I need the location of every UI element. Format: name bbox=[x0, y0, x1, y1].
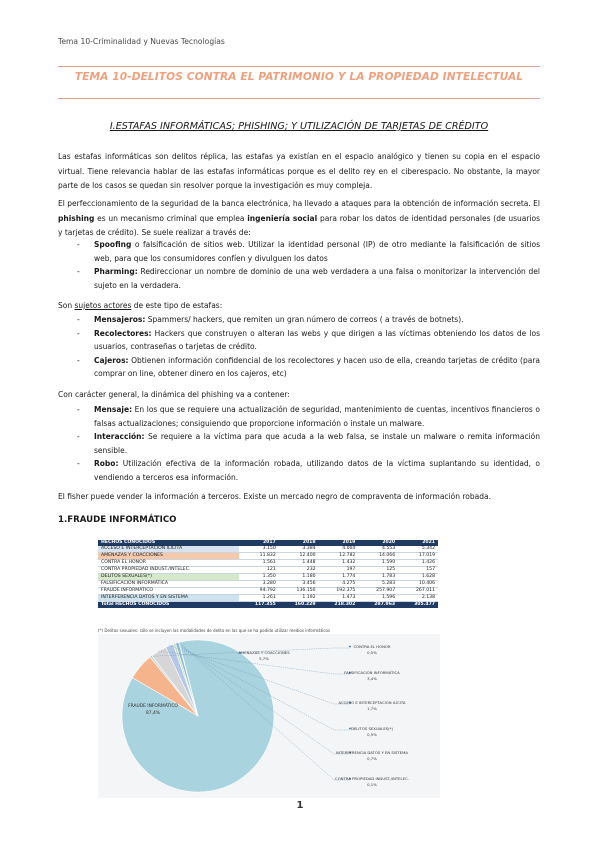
list-text: o falsificación de sitios web. Utilizar la identidad personal (IP) de otro mediante la falsificación de sitios web, para que los consumidores confíen y divulguen los datos bbox=[94, 240, 540, 263]
list-text: Utilización efectiva de la información robada, utilizando datos de la víctima suplantando su identidad, o vendiendo a terceros esa información. bbox=[94, 459, 540, 482]
table-row bbox=[98, 574, 438, 581]
list-item: - Mensaje: En los que se requiere una actualización de seguridad, mantenimiento de cuentas, incentivos financieros o falsas actualizaciones; consiguiendo que proporcione información o instale un malware. bbox=[77, 405, 540, 428]
list-item: - Cajeros: Obtienen información confidencial de los recolectores y hacen uso de ella, creando tarjetas de crédito (para comprar on line, obtener dinero en los cajeros, etc) bbox=[77, 355, 540, 379]
cell: 160.229 bbox=[279, 602, 319, 609]
cell: 3.280 bbox=[239, 581, 279, 588]
row-label: FRAUDE INFORMÁTICO bbox=[98, 588, 239, 595]
cell: 17.019 bbox=[398, 553, 438, 560]
section-subtitle: I.ESTAFAS INFORMÁTICAS; PHISHING; Y UTILIZACIÓN DE TARJETAS DE CRÉDITO bbox=[109, 121, 489, 132]
cell: 232 bbox=[279, 567, 319, 574]
cell: Total HECHOS CONOCIDOS bbox=[98, 602, 239, 609]
slice-label: FALSIFICACIÓN INFORMÁTICA bbox=[344, 670, 400, 675]
row-label: DELITOS SEXUALES(*) bbox=[98, 574, 239, 581]
text: para robar los datos de identidad personales (de usuarios y tarjetas de crédito). Se suele realizar a través de: bbox=[58, 213, 540, 237]
col-header: 2021 bbox=[398, 540, 438, 546]
list-term: Spoofing bbox=[94, 240, 132, 249]
cell: 157 bbox=[398, 567, 438, 574]
cell: 1.473 bbox=[319, 595, 359, 602]
cell: 4.004 bbox=[319, 546, 359, 553]
slice-value: 3,4% bbox=[367, 676, 377, 681]
list-item: - Robo: Utilización efectiva de la información robada, utilizando datos de la víctima suplantando su identidad, o vendiendo a terceros esa información. bbox=[77, 459, 540, 482]
cell: 218.302 bbox=[319, 602, 359, 609]
cell: 1.350 bbox=[239, 574, 279, 581]
cell: 1.590 bbox=[358, 560, 398, 567]
slice-value: 0,7% bbox=[367, 756, 377, 761]
cell: 12.400 bbox=[279, 553, 319, 560]
cell: 12.782 bbox=[319, 553, 359, 560]
cell: 5.283 bbox=[358, 581, 398, 588]
cell: 287.963 bbox=[358, 602, 398, 609]
cell: 257.907 bbox=[358, 588, 398, 595]
slice-value: 1,7% bbox=[367, 706, 377, 711]
cell: 1.596 bbox=[358, 595, 398, 602]
section-heading: 1.FRAUDE INFORMÁTICO bbox=[58, 515, 177, 525]
table-total-row bbox=[98, 602, 438, 609]
cell: 11.832 bbox=[239, 553, 279, 560]
slice-label: CONTRA EL HONOR bbox=[353, 644, 391, 649]
slice-label: FRAUDE INFORMÁTICO bbox=[128, 704, 178, 709]
list-term: Mensajeros: bbox=[94, 315, 146, 324]
list-text: Spammers/ hackers, que remiten un gran número de correos ( a través de botnets). bbox=[145, 315, 464, 324]
row-label: FALSIFICACIÓN INFORMÁTICA bbox=[98, 581, 239, 588]
term-social-engineering: ingeniería social bbox=[247, 213, 318, 223]
list-term: Recolectores: bbox=[94, 328, 152, 338]
list-item: - Pharming: Redireccionar un nombre de dominio de una web verdadera a una falsa o monitorizar la intervención del sujeto en la verdadera. bbox=[77, 267, 540, 290]
cell: 1.561 bbox=[239, 560, 279, 567]
list-text: Obtienen información confidencial de los recolectores y hacen uso de ella, creando tarjetas de crédito (para comprar on line, obtener dinero en los cajeros, etc) bbox=[94, 355, 540, 379]
table-row bbox=[98, 588, 438, 595]
pie-slices bbox=[122, 640, 274, 792]
table-row bbox=[98, 546, 438, 553]
list-term: Cajeros: bbox=[94, 355, 129, 365]
cell: 1.774 bbox=[319, 574, 359, 581]
list-item: - Recolectores: Hackers que construyen o alteran las webs y que dirigen a las víctimas obteniendo los datos de los usuarios, contraseñas o tarjetas de crédito. bbox=[77, 328, 540, 352]
text: Son bbox=[58, 301, 75, 310]
col-header: HECHOS CONOCIDOS bbox=[98, 540, 239, 546]
table-row bbox=[98, 567, 438, 574]
col-header: 2019 bbox=[319, 540, 359, 546]
cell: 2.138 bbox=[398, 595, 438, 602]
text: de este tipo de estafas: bbox=[131, 301, 223, 310]
list-actors bbox=[58, 313, 540, 381]
list-text: Hackers que construyen o alteran las webs y que dirigen a las víctimas obteniendo los datos de los usuarios, contraseñas o tarjetas de crédito. bbox=[94, 328, 540, 352]
cell: 3.150 bbox=[239, 546, 279, 553]
table-row bbox=[98, 553, 438, 560]
slice-label: INTERFERENCIA DATOS Y EN SISTEMA bbox=[336, 750, 408, 755]
slice-label: CONTRA PROPIEDAD INDUST./INTELEC. bbox=[335, 776, 409, 781]
table-row bbox=[98, 581, 438, 588]
cell: 4.275 bbox=[319, 581, 359, 588]
row-label: CONTRA EL HONOR bbox=[98, 560, 239, 567]
slice-label: ACCESO E INTERCEPTACIÓN ILÍCITA bbox=[338, 700, 406, 705]
title-rule-top bbox=[58, 66, 540, 67]
col-header: 2020 bbox=[358, 540, 398, 546]
crime-table bbox=[98, 540, 438, 608]
list-term: Mensaje: bbox=[94, 405, 133, 414]
list-item: - Spoofing o falsificación de sitios web. Utilizar la identidad personal (IP) de otro mediante la falsificación de sitios web, para que los consumidores confíen y divulguen los datos bbox=[77, 240, 540, 263]
cell: 14.066 bbox=[358, 553, 398, 560]
cell: 197 bbox=[319, 567, 359, 574]
text: El perfeccionamiento de la seguridad de la banca electrónica, ha llevado a ataques para la obtención de información secreta. El bbox=[58, 199, 540, 208]
paragraph-phishing bbox=[58, 197, 540, 241]
cell: 1.783 bbox=[358, 574, 398, 581]
pie-chart bbox=[98, 634, 440, 798]
title-rule-bottom bbox=[58, 98, 540, 99]
slice-value: 0,5% bbox=[367, 650, 377, 655]
slice-value: 5,7% bbox=[259, 656, 269, 661]
cell: 3.456 bbox=[279, 581, 319, 588]
running-header: Tema 10-Criminalidad y Nuevas Tecnologías bbox=[58, 37, 225, 46]
list-term: Robo: bbox=[94, 459, 119, 469]
paragraph-dynamics: Con carácter general, la dinámica del phishing va a contener: bbox=[58, 390, 290, 399]
cell: 1.628 bbox=[398, 574, 438, 581]
leader-dot bbox=[349, 646, 351, 648]
slice-value: 87,4% bbox=[146, 711, 160, 716]
cell: 1.432 bbox=[319, 560, 359, 567]
list-item: - Mensajeros: Spammers/ hackers, que remiten un gran número de correos ( a través de botnets). bbox=[77, 315, 464, 324]
cell: 94.792 bbox=[239, 588, 279, 595]
cell: 1.180 bbox=[279, 574, 319, 581]
row-label: ACCESO E INTERCEPTACIÓN ILÍCITA bbox=[98, 546, 239, 553]
cell: 121 bbox=[239, 567, 279, 574]
list-techniques bbox=[58, 238, 540, 292]
list-dynamics bbox=[58, 403, 540, 485]
paragraph-fisher: El fisher puede vender la información a terceros. Existe un mercado negro de compraventa de información robada. bbox=[58, 492, 491, 501]
cell: 5.342 bbox=[398, 546, 438, 553]
row-label: INTERFERENCIA DATOS Y EN SISTEMA bbox=[98, 595, 239, 602]
list-text: En los que se requiere una actualización de seguridad, mantenimiento de cuentas, incentivos financieros o falsas actualizaciones; consiguiendo que proporcione información o instale un malware. bbox=[94, 405, 540, 428]
cell: 1.448 bbox=[279, 560, 319, 567]
paragraph-actors bbox=[58, 299, 540, 314]
cell: 1.192 bbox=[279, 595, 319, 602]
cell: 192.375 bbox=[319, 588, 359, 595]
slice-label: DELITOS SEXUALES(*) bbox=[350, 726, 394, 731]
slice-value: 0,1% bbox=[367, 782, 377, 787]
list-item: - Interacción: Se requiere a la víctima para que acuda a la web falsa, se instale un malware o remita información sensible. bbox=[77, 432, 540, 455]
page-number: 1 bbox=[296, 800, 304, 811]
slice-label: AMENAZAS Y COACCIONES bbox=[238, 650, 290, 655]
cell: 267.011 bbox=[398, 588, 438, 595]
cell: 3.384 bbox=[279, 546, 319, 553]
table-note: (*) Delitos sexuales: sólo se incluyen las modalidades de delito en las que se ha podido utilizar medios informáticos bbox=[98, 628, 331, 633]
list-text: Redireccionar un nombre de dominio de una web verdadera a una falsa o monitorizar la intervención del sujeto en la verdadera. bbox=[94, 267, 540, 290]
cell: 125 bbox=[358, 567, 398, 574]
cell: 136.150 bbox=[279, 588, 319, 595]
col-header: 2018 bbox=[279, 540, 319, 546]
slice-value: 0,5% bbox=[367, 732, 377, 737]
cell: 117.355 bbox=[239, 602, 279, 609]
term-actors: sujetos actores bbox=[74, 301, 132, 310]
paragraph-intro: Las estafas informáticas son delitos réplica, las estafas ya existían en el espacio analógico y tienen su copia en el espacio virtual. Tiene relevancia hablar de las estafas informáticas porque es el delito rey en el ciberespacio. No obstante, la mayor parte de los casos se quedan sin resolver porque la investigación es muy compleja. bbox=[58, 152, 540, 190]
list-text: Se requiere a la víctima para que acuda a la web falsa, se instale un malware o remita información sensible. bbox=[94, 432, 540, 455]
cell: 305.477 bbox=[398, 602, 438, 609]
table-row bbox=[98, 595, 438, 602]
list-term: Pharming: bbox=[94, 267, 138, 277]
list-term: Interacción: bbox=[94, 432, 145, 442]
cell: 10.406 bbox=[398, 581, 438, 588]
row-label: AMENAZAS Y COACCIONES bbox=[98, 553, 239, 560]
text: es un mecanismo criminal que emplea bbox=[94, 213, 248, 223]
row-label: CONTRA PROPIEDAD INDUST./INTELEC. bbox=[98, 567, 239, 574]
cell: 1.261 bbox=[239, 595, 279, 602]
cell: 1.426 bbox=[398, 560, 438, 567]
term-phishing: phishing bbox=[58, 213, 95, 223]
cell: 4.553 bbox=[358, 546, 398, 553]
col-header: 2017 bbox=[239, 540, 279, 546]
page-title: TEMA 10-DELITOS CONTRA EL PATRIMONIO Y LA PROPIEDAD INTELECTUAL bbox=[74, 71, 524, 83]
table-row bbox=[98, 560, 438, 567]
